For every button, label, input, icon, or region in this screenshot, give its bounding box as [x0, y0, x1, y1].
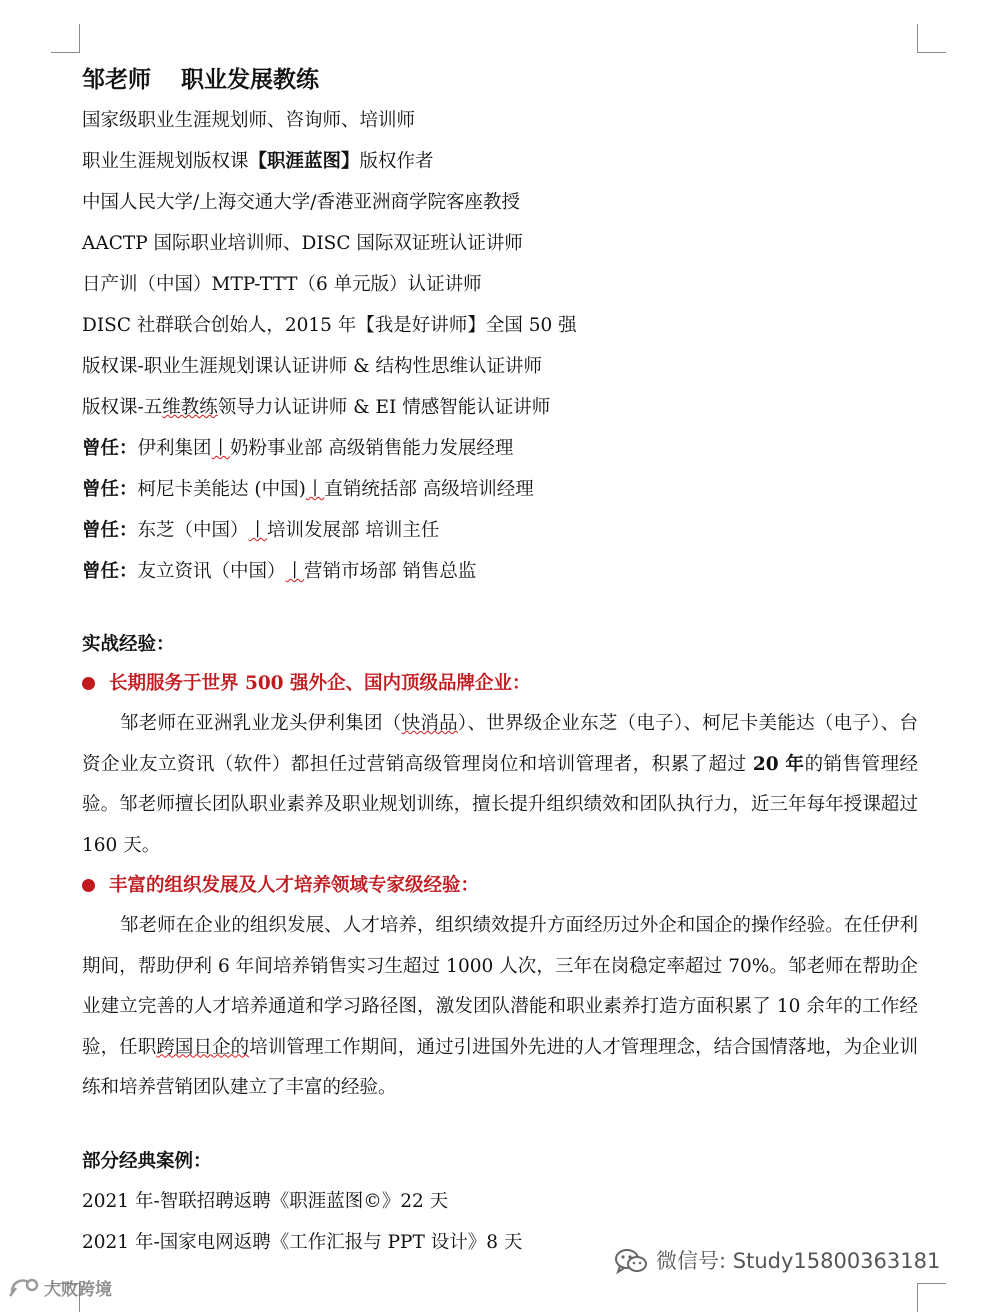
logo-text: 大败跨境: [44, 1279, 112, 1300]
wechat-icon: [614, 1247, 648, 1275]
bullet-dot-icon: [82, 677, 95, 690]
credential-line: 日产训（中国）MTP-TTT（6 单元版）认证讲师: [82, 274, 482, 295]
former-job-line: 曾任：东芝（中国）丨培训发展部 培训主任: [82, 520, 440, 541]
coach-name: 邹老师: [82, 66, 151, 93]
former-job-line: 曾任：伊利集团丨奶粉事业部 高级销售能力发展经理: [82, 438, 514, 459]
credential-line: 版权课-职业生涯规划课认证讲师 & 结构性思维认证讲师: [82, 356, 542, 377]
experience-paragraph: 邹老师在亚洲乳业龙头伊利集团（快消品）、世界级企业东芝（电子）、柯尼卡美能达（电子）、台资企业友立资讯（软件）都担任过营销高级管理岗位和培训管理者，积累了超过 20 年的销售管理经验。邹老师擅长团队职业素养及职业规划训练，擅长提升组织绩效和团队执行力，近三年每年授课超过 160 天。: [82, 713, 918, 856]
experience-item-title: 丰富的组织发展及人才培养领域专家级经验：: [82, 866, 918, 906]
credential-line: 职业生涯规划版权课【职涯蓝图】版权作者: [82, 151, 434, 172]
former-label: 曾任：: [82, 479, 138, 500]
former-job-line: 曾任：柯尼卡美能达 (中国)丨直销统括部 高级培训经理: [82, 479, 534, 500]
page-corner-mark: [51, 24, 80, 53]
logo-mark-icon: [8, 1274, 42, 1300]
wechat-id-text: 微信号: Study15800363181: [656, 1249, 941, 1273]
credential-line: 版权课-五维教练领导力认证讲师 & EI 情感智能认证讲师: [82, 397, 551, 418]
cases-heading: 部分经典案例：: [82, 1150, 212, 1172]
former-label: 曾任：: [82, 438, 138, 459]
coach-role: 职业发展教练: [181, 66, 319, 93]
wechat-watermark: [614, 1243, 940, 1279]
experience-item-title: 长期服务于世界 500 强外企、国内顶级品牌企业：: [82, 664, 918, 704]
experience-heading: 实战经验：: [82, 634, 175, 655]
page-corner-mark: [917, 1283, 946, 1312]
former-label: 曾任：: [82, 561, 138, 582]
case-item: 2021 年-国家电网返聘《工作汇报与 PPT 设计》8 天: [82, 1231, 523, 1253]
document-page: [82, 60, 918, 1263]
case-item: 2021 年-智联招聘返聘《职涯蓝图©》22 天: [82, 1190, 449, 1212]
bullet-dot-icon: [82, 879, 95, 892]
credential-line: 国家级职业生涯规划师、咨询师、培训师: [82, 110, 416, 131]
page-title: [82, 60, 918, 100]
credential-line: DISC 社群联合创始人，2015 年【我是好讲师】全国 50 强: [82, 315, 577, 336]
page-corner-mark: [917, 24, 946, 53]
experience-paragraph: 邹老师在企业的组织发展、人才培养，组织绩效提升方面经历过外企和国企的操作经验。在任伊利期间，帮助伊利 6 年间培养销售实习生超过 1000 人次，三年在岗稳定率超过 70%。邹老师在帮助企业建立完善的人才培养通道和学习路径图，激发团队潜能和职业素养打造方面积累了 10 余年的工作经验，任职跨国日企的培训管理工作期间，通过引进国外先进的人才管理理念，结合国情落地，为企业训练和培养营销团队建立了丰富的经验。: [82, 915, 918, 1098]
site-logo: [8, 1273, 112, 1301]
former-label: 曾任：: [82, 520, 138, 541]
credential-line: 中国人民大学/上海交通大学/香港亚洲商学院客座教授: [82, 192, 520, 213]
credential-line: AACTP 国际职业培训师、DISC 国际双证班认证讲师: [82, 233, 523, 254]
former-job-line: 曾任：友立资讯（中国）丨营销市场部 销售总监: [82, 561, 477, 582]
